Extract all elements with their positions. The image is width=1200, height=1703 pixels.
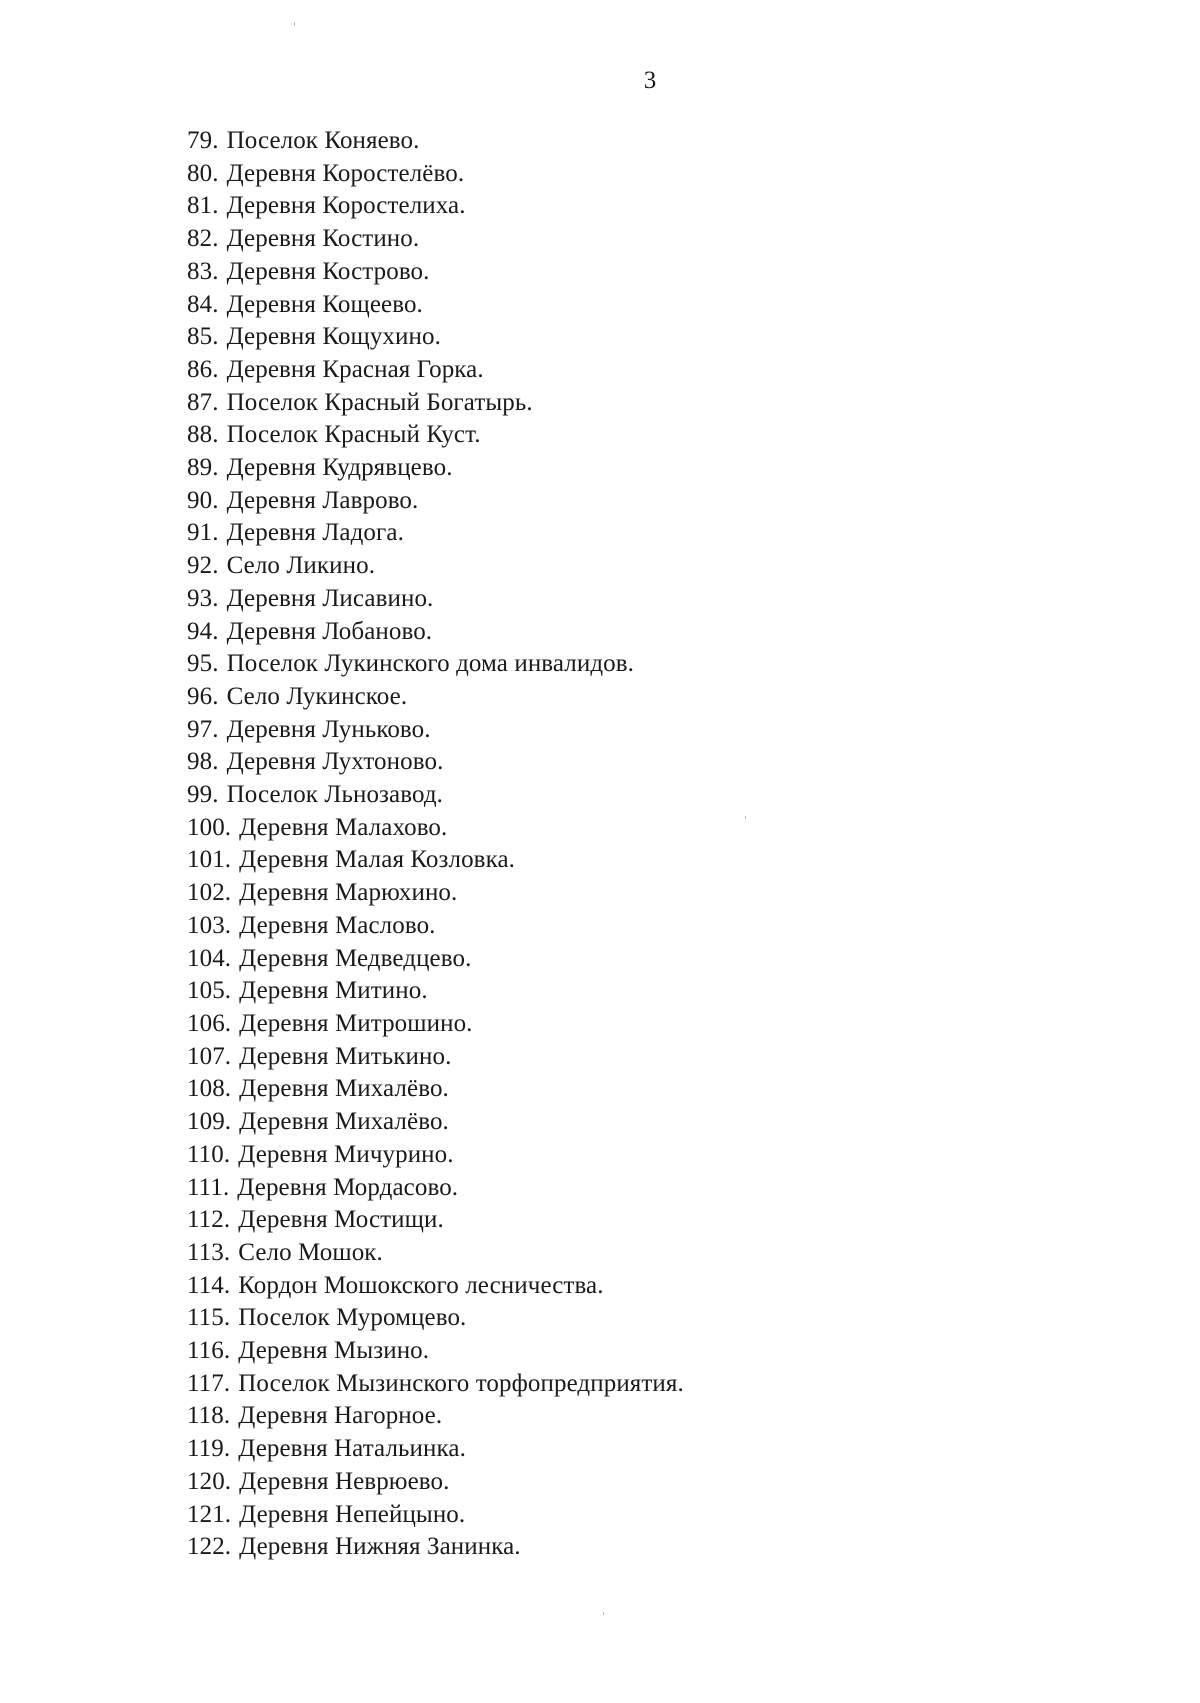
list-item-text: Деревня Михалёво. bbox=[239, 1108, 449, 1136]
list-item-number: 103. bbox=[187, 911, 232, 939]
list-item bbox=[187, 714, 684, 747]
list-item bbox=[187, 1204, 684, 1237]
list-item-text: Деревня Луньково. bbox=[226, 715, 431, 743]
list-item-text: Деревня Медведцево. bbox=[239, 944, 472, 972]
list-item bbox=[187, 681, 684, 714]
list-item bbox=[187, 1139, 684, 1172]
list-item-text: Деревня Лисавино. bbox=[226, 584, 434, 612]
list-item bbox=[187, 648, 684, 681]
scan-speck bbox=[294, 22, 295, 26]
list-item-text: Деревня Маслово. bbox=[239, 911, 436, 939]
list-item-text: Деревня Костино. bbox=[226, 225, 420, 253]
list-item-number: 95. bbox=[187, 650, 219, 678]
list-item bbox=[187, 1531, 684, 1564]
list-item bbox=[187, 125, 684, 158]
list-item-text: Деревня Михалёво. bbox=[239, 1075, 449, 1103]
list-item-text: Деревня Лобаново. bbox=[226, 617, 433, 645]
list-item bbox=[187, 256, 684, 289]
list-item bbox=[187, 485, 684, 518]
list-item bbox=[187, 190, 684, 223]
list-item-text: Деревня Натальинка. bbox=[238, 1435, 466, 1463]
list-item bbox=[187, 387, 684, 420]
list-item-text: Поселок Красный Куст. bbox=[226, 421, 481, 449]
list-item-text: Деревня Лаврово. bbox=[226, 486, 419, 514]
list-item-number: 121. bbox=[187, 1500, 232, 1528]
list-item-text: Деревня Нагорное. bbox=[238, 1402, 443, 1430]
list-item bbox=[187, 616, 684, 649]
list-item-text: Деревня Малая Козловка. bbox=[239, 846, 516, 874]
list-item-text: Поселок Льнозавод. bbox=[226, 781, 443, 809]
list-item-text: Деревня Нижняя Занинка. bbox=[239, 1533, 521, 1561]
list-item bbox=[187, 354, 684, 387]
list-item-number: 106. bbox=[187, 1009, 232, 1037]
list-item-text: Поселок Красный Богатырь. bbox=[226, 388, 533, 416]
list-item bbox=[187, 1073, 684, 1106]
list-item-number: 89. bbox=[187, 454, 219, 482]
list-item-text: Кордон Мошокского лесничества. bbox=[238, 1271, 604, 1299]
list-item bbox=[187, 583, 684, 616]
list-item-text: Село Мошок. bbox=[238, 1238, 383, 1266]
settlement-list bbox=[187, 125, 684, 1564]
list-item-number: 101. bbox=[187, 846, 232, 874]
list-item-number: 116. bbox=[187, 1337, 231, 1365]
list-item-number: 83. bbox=[187, 257, 219, 285]
list-item-number: 119. bbox=[187, 1435, 231, 1463]
list-item-number: 114. bbox=[187, 1271, 231, 1299]
list-item-text: Поселок Коняево. bbox=[226, 127, 420, 154]
list-item-text: Деревня Малахово. bbox=[239, 813, 448, 841]
list-item-number: 79. bbox=[187, 127, 219, 154]
list-item-text: Деревня Митино. bbox=[239, 977, 428, 1005]
list-item bbox=[187, 419, 684, 452]
list-item-number: 120. bbox=[187, 1467, 232, 1495]
list-item-number: 108. bbox=[187, 1075, 232, 1103]
list-item-text: Деревня Неврюево. bbox=[239, 1467, 450, 1495]
list-item bbox=[187, 452, 684, 485]
list-item-number: 112. bbox=[187, 1206, 231, 1234]
list-item-text: Деревня Кощеево. bbox=[226, 290, 423, 318]
list-item-text: Деревня Непейцыно. bbox=[239, 1500, 466, 1528]
list-item-number: 115. bbox=[187, 1304, 231, 1332]
list-item-number: 85. bbox=[187, 323, 219, 351]
list-item bbox=[187, 943, 684, 976]
list-item bbox=[187, 1270, 684, 1303]
list-item bbox=[187, 1400, 684, 1433]
list-item bbox=[187, 1172, 684, 1205]
list-item-number: 122. bbox=[187, 1533, 232, 1561]
list-item-number: 84. bbox=[187, 290, 219, 318]
list-item-text: Деревня Лухтоново. bbox=[226, 748, 444, 776]
list-item-number: 87. bbox=[187, 388, 219, 416]
list-item bbox=[187, 550, 684, 583]
list-item bbox=[187, 910, 684, 943]
list-item-number: 105. bbox=[187, 977, 232, 1005]
list-item bbox=[187, 517, 684, 550]
list-item-text: Деревня Кострово. bbox=[226, 257, 430, 285]
list-item bbox=[187, 1433, 684, 1466]
list-item-number: 109. bbox=[187, 1108, 232, 1136]
list-item-number: 98. bbox=[187, 748, 219, 776]
list-item-number: 117. bbox=[187, 1369, 231, 1397]
list-item bbox=[187, 1041, 684, 1074]
list-item bbox=[187, 1335, 684, 1368]
list-item bbox=[187, 844, 684, 877]
list-item-text: Деревня Красная Горка. bbox=[226, 355, 484, 383]
list-item-number: 118. bbox=[187, 1402, 231, 1430]
list-item bbox=[187, 1499, 684, 1532]
list-item-number: 86. bbox=[187, 355, 219, 383]
list-item-number: 100. bbox=[187, 813, 232, 841]
list-item bbox=[187, 1237, 684, 1270]
list-item-number: 88. bbox=[187, 421, 219, 449]
list-item bbox=[187, 289, 684, 322]
list-item-number: 80. bbox=[187, 159, 219, 187]
page-number: 3 bbox=[643, 67, 657, 94]
list-item-text: Деревня Мостищи. bbox=[238, 1206, 444, 1234]
list-item-number: 107. bbox=[187, 1042, 232, 1070]
list-item-text: Деревня Кудрявцево. bbox=[226, 454, 453, 482]
list-item-number: 102. bbox=[187, 879, 232, 907]
list-item bbox=[187, 779, 684, 812]
list-item-text: Деревня Марюхино. bbox=[239, 879, 458, 907]
list-item-text: Деревня Кощухино. bbox=[226, 323, 441, 351]
list-item-number: 90. bbox=[187, 486, 219, 514]
list-item-text: Деревня Митькино. bbox=[239, 1042, 452, 1070]
list-item-text: Поселок Муромцево. bbox=[238, 1304, 467, 1332]
list-item-number: 93. bbox=[187, 584, 219, 612]
list-item-text: Деревня Митрошино. bbox=[239, 1009, 473, 1037]
list-item-number: 92. bbox=[187, 552, 219, 580]
list-item bbox=[187, 1106, 684, 1139]
list-item-number: 81. bbox=[187, 192, 219, 220]
list-item-text: Поселок Лукинского дома инвалидов. bbox=[226, 650, 635, 678]
scan-speck bbox=[603, 1612, 604, 1615]
list-item bbox=[187, 975, 684, 1008]
list-item-number: 97. bbox=[187, 715, 219, 743]
list-item-text: Деревня Мордасово. bbox=[237, 1173, 459, 1201]
list-item-text: Деревня Мызино. bbox=[238, 1337, 430, 1365]
list-item-number: 99. bbox=[187, 781, 219, 809]
list-item-number: 96. bbox=[187, 682, 219, 710]
list-item-number: 82. bbox=[187, 225, 219, 253]
list-item bbox=[187, 1466, 684, 1499]
list-item-text: Село Лукинское. bbox=[226, 682, 408, 710]
list-item-number: 113. bbox=[187, 1238, 231, 1266]
list-item-number: 91. bbox=[187, 519, 219, 547]
list-item bbox=[187, 1008, 684, 1041]
list-item-number: 104. bbox=[187, 944, 232, 972]
list-item bbox=[187, 158, 684, 191]
list-item bbox=[187, 746, 684, 779]
list-item-number: 110. bbox=[187, 1140, 231, 1168]
list-item bbox=[187, 1302, 684, 1335]
list-item bbox=[187, 877, 684, 910]
list-item bbox=[187, 321, 684, 354]
scan-speck bbox=[745, 816, 746, 819]
list-item-text: Село Ликино. bbox=[226, 552, 376, 580]
list-item-text: Деревня Коростелёво. bbox=[226, 159, 465, 187]
list-item-text: Деревня Мичурино. bbox=[238, 1140, 454, 1168]
list-item-number: 111. bbox=[187, 1173, 230, 1201]
list-item bbox=[187, 1368, 684, 1401]
list-item bbox=[187, 812, 684, 845]
list-item-text: Поселок Мызинского торфопредприятия. bbox=[238, 1369, 684, 1397]
list-item-number: 94. bbox=[187, 617, 219, 645]
list-item bbox=[187, 223, 684, 256]
list-item-text: Деревня Ладога. bbox=[226, 519, 404, 547]
list-item-text: Деревня Коростелиха. bbox=[226, 192, 466, 220]
